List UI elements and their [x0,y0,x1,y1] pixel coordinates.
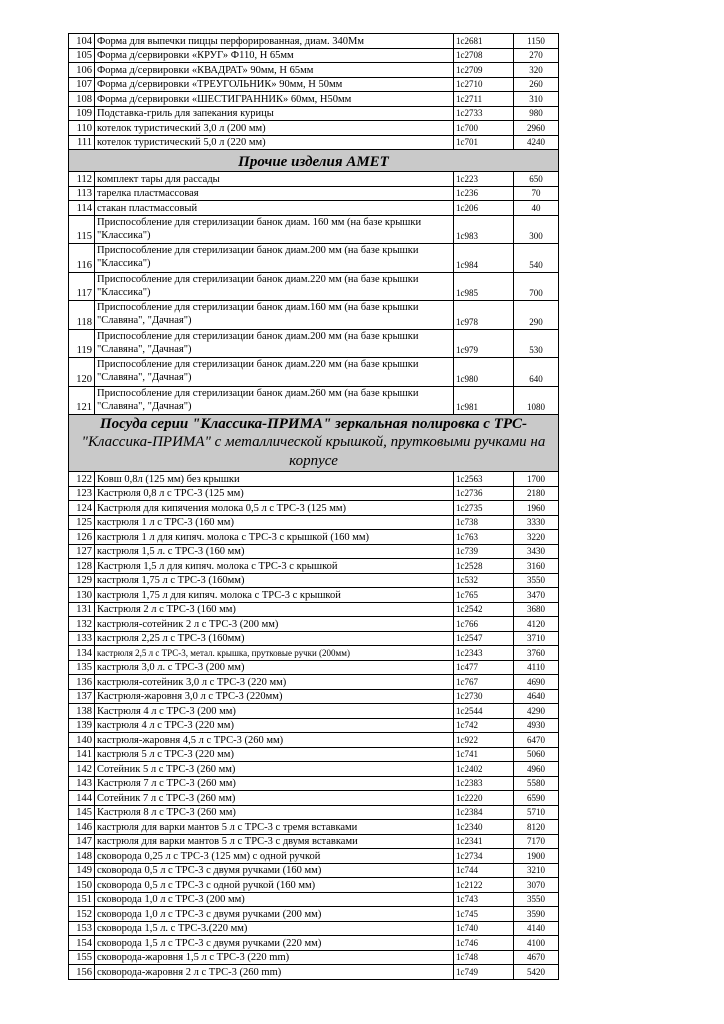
item-code: 1с978 [454,301,514,330]
item-name: Кастрюля 1,5 л для кипяч. молока с ТРС-3 с крышкой [95,559,454,574]
row-number: 127 [69,544,95,559]
row-number: 109 [69,106,95,121]
table-row [69,863,559,878]
item-price: 4100 [514,936,559,951]
row-number: 124 [69,501,95,516]
item-price: 4140 [514,921,559,936]
item-price: 3710 [514,631,559,646]
item-code: 1с236 [454,186,514,201]
item-name: котелок туристический 3,0 л (200 мм) [95,121,454,136]
item-name: Кастрюля для кипячения молока 0,5 л с ТРС-3 (125 мм) [95,501,454,516]
item-code: 1с2563 [454,472,514,487]
item-name: Приспособление для стерилизации банок диам.160 мм (на базе крышки "Славяна", "Дачная") [95,301,454,330]
table-row [69,762,559,777]
row-number: 147 [69,834,95,849]
section-header-group-2 [69,415,559,472]
row-number: 141 [69,747,95,762]
row-number: 130 [69,588,95,603]
item-name: кастрюля 2,25 л с ТРС-3 (160мм) [95,631,454,646]
table-row [69,776,559,791]
price-table [68,33,559,980]
item-name: кастрюля 5 л с ТРС-3 (220 мм) [95,747,454,762]
item-code: 1с2341 [454,834,514,849]
item-price: 3550 [514,892,559,907]
row-number: 118 [69,301,95,330]
item-name: Форма д/сервировки «ШЕСТИГРАННИК» 60мм, Н50мм [95,92,454,107]
item-name: кастрюля 4 л с ТРС-3 (220 мм) [95,718,454,733]
item-name: кастрюля 1 л с ТРС-3 (160 мм) [95,515,454,530]
item-code: 1с767 [454,675,514,690]
row-number: 122 [69,472,95,487]
item-code: 1с2710 [454,77,514,92]
item-name: комплект тары для рассады [95,172,454,187]
item-price: 1080 [514,386,559,415]
table-row [69,272,559,301]
item-price: 5580 [514,776,559,791]
row-number: 125 [69,515,95,530]
item-name: Приспособление для стерилизации банок диам.200 мм (на базе крышки "Классика") [95,244,454,273]
item-price: 3430 [514,544,559,559]
table-row [69,704,559,719]
item-name: кастрюля-сотейник 2 л с ТРС-3 (200 мм) [95,617,454,632]
row-number: 154 [69,936,95,951]
item-code: 1с2730 [454,689,514,704]
item-name: кастрюля 1,75 л для кипяч. молока с ТРС-3 с крышкой [95,588,454,603]
item-name: Приспособление для стерилизации банок диам.220 мм (на базе крышки "Славяна", "Дачная") [95,358,454,387]
item-price: 3070 [514,878,559,893]
item-price: 270 [514,48,559,63]
item-price: 310 [514,92,559,107]
item-code: 1с2402 [454,762,514,777]
row-number: 136 [69,675,95,690]
table-row [69,515,559,530]
row-number: 129 [69,573,95,588]
table-row [69,602,559,617]
item-name: стакан пластмассовый [95,201,454,216]
item-code: 1с743 [454,892,514,907]
item-price: 8120 [514,820,559,835]
item-code: 1с749 [454,965,514,980]
item-name: Форма д/сервировки «КРУГ» Ф110, Н 65мм [95,48,454,63]
item-code: 1с2736 [454,486,514,501]
table-row [69,965,559,980]
table-row [69,805,559,820]
row-number: 111 [69,135,95,150]
table-row [69,486,559,501]
row-number: 113 [69,186,95,201]
row-number: 128 [69,559,95,574]
item-price: 3550 [514,573,559,588]
row-number: 132 [69,617,95,632]
section-title-line-1: Посуда серии "Классика-ПРИМА" зеркальная полировка с ТРС- [99,416,528,432]
item-code: 1с2340 [454,820,514,835]
item-name: Приспособление для стерилизации банок диам.260 мм (на базе крышки "Славяна", "Дачная") [95,386,454,415]
item-price: 650 [514,172,559,187]
table-row [69,34,559,49]
table-row [69,617,559,632]
item-code: 1с206 [454,201,514,216]
item-code: 1с979 [454,329,514,358]
table-row [69,631,559,646]
item-name: Кастрюля 7 л с ТРС-3 (260 мм) [95,776,454,791]
item-price: 4120 [514,617,559,632]
item-code: 1с2734 [454,849,514,864]
table-row [69,660,559,675]
item-price: 7170 [514,834,559,849]
table-row [69,675,559,690]
row-number: 134 [69,646,95,661]
row-number: 112 [69,172,95,187]
item-code: 1с984 [454,244,514,273]
table-row [69,689,559,704]
row-number: 150 [69,878,95,893]
item-name: Форма д/сервировки «КВАДРАТ» 90мм, Н 65мм [95,63,454,78]
item-code: 1с922 [454,733,514,748]
row-number: 145 [69,805,95,820]
row-number: 133 [69,631,95,646]
row-number: 144 [69,791,95,806]
table-row [69,878,559,893]
item-code: 1с741 [454,747,514,762]
item-name: сковорода 0,25 л с ТРС-3 (125 мм) с одной ручкой [95,849,454,864]
rows-group-d [69,472,559,980]
item-code: 1с2544 [454,704,514,719]
item-name: сковорода-жаровня 2 л с ТРС-3 (260 mm) [95,965,454,980]
item-price: 3160 [514,559,559,574]
item-price: 320 [514,63,559,78]
item-price: 530 [514,329,559,358]
item-name: сковорода 0,5 л с ТРС-3 с одной ручкой (160 мм) [95,878,454,893]
section-header-klassika-prima [69,415,559,472]
table-row [69,849,559,864]
table-row [69,950,559,965]
item-code: 1с748 [454,950,514,965]
item-code: 1с2343 [454,646,514,661]
row-number: 106 [69,63,95,78]
item-name: Форма д/сервировки «ТРЕУГОЛЬНИК» 90мм, Н 50мм [95,77,454,92]
item-name: Форма для выпечки пиццы перфорированная, диам. 340Мм [95,34,454,49]
item-code: 1с2547 [454,631,514,646]
row-number: 138 [69,704,95,719]
row-number: 149 [69,863,95,878]
item-price: 5420 [514,965,559,980]
item-name: сковорода 1,0 л с ТРС-3 (200 мм) [95,892,454,907]
table-row [69,135,559,150]
item-code: 1с2384 [454,805,514,820]
item-price: 5710 [514,805,559,820]
table-row [69,907,559,922]
item-name: Сотейник 7 л с ТРС-3 (260 мм) [95,791,454,806]
item-price: 980 [514,106,559,121]
table-row [69,892,559,907]
item-price: 40 [514,201,559,216]
item-price: 70 [514,186,559,201]
item-code: 1с2735 [454,501,514,516]
table-row [69,172,559,187]
item-name: кастрюля-жаровня 4,5 л с ТРС-3 (260 мм) [95,733,454,748]
item-price: 3330 [514,515,559,530]
table-row [69,106,559,121]
item-name: Подставка-гриль для запекания курицы [95,106,454,121]
price-list-sheet [68,33,558,980]
table-row [69,646,559,661]
item-code: 1с745 [454,907,514,922]
item-price: 4640 [514,689,559,704]
table-row [69,501,559,516]
item-name: Приспособление для стерилизации банок диам. 160 мм (на базе крышки "Классика") [95,215,454,244]
item-code: 1с765 [454,588,514,603]
item-code: 1с700 [454,121,514,136]
table-row [69,820,559,835]
item-price: 260 [514,77,559,92]
item-name: Приспособление для стерилизации банок диам.220 мм (на базе крышки "Классика") [95,272,454,301]
item-code: 1с2122 [454,878,514,893]
item-price: 4930 [514,718,559,733]
item-name: Кастрюля-жаровня 3,0 л с ТРС-3 (220мм) [95,689,454,704]
row-number: 140 [69,733,95,748]
item-price: 700 [514,272,559,301]
item-name: кастрюля 3,0 л. с ТРС-3 (200 мм) [95,660,454,675]
item-code: 1с740 [454,921,514,936]
item-code: 1с983 [454,215,514,244]
item-price: 4690 [514,675,559,690]
item-code: 1с2681 [454,34,514,49]
item-name: Кастрюля 2 л с ТРС-3 (160 мм) [95,602,454,617]
table-row [69,186,559,201]
item-price: 1150 [514,34,559,49]
section-header-amet [69,150,559,172]
rows-group-a [69,34,559,150]
row-number: 131 [69,602,95,617]
row-number: 152 [69,907,95,922]
item-code: 1с738 [454,515,514,530]
table-row [69,92,559,107]
table-row [69,244,559,273]
item-code: 1с2383 [454,776,514,791]
item-name: сковорода 1,5 л. с ТРС-3.(220 мм) [95,921,454,936]
section-title: Прочие изделия АМЕТ [69,150,559,172]
table-row [69,472,559,487]
table-row [69,747,559,762]
row-number: 108 [69,92,95,107]
item-price: 4960 [514,762,559,777]
table-row [69,573,559,588]
item-name: Кастрюля 8 л с ТРС-3 (260 мм) [95,805,454,820]
item-code: 1с980 [454,358,514,387]
row-number: 156 [69,965,95,980]
item-code: 1с763 [454,530,514,545]
table-row [69,834,559,849]
row-number: 120 [69,358,95,387]
item-name: сковорода 0,5 л с ТРС-3 с двумя ручками (160 мм) [95,863,454,878]
item-name: кастрюля для варки мантов 5 л с ТРС-3 с двумя вставками [95,834,454,849]
table-row [69,63,559,78]
item-price: 1900 [514,849,559,864]
row-number: 105 [69,48,95,63]
row-number: 117 [69,272,95,301]
item-price: 640 [514,358,559,387]
item-price: 1960 [514,501,559,516]
section-header-group [69,150,559,172]
item-name: Кастрюля 0,8 л с ТРС-3 (125 мм) [95,486,454,501]
item-code: 1с223 [454,172,514,187]
table-row [69,215,559,244]
item-code: 1с739 [454,544,514,559]
row-number: 143 [69,776,95,791]
row-number: 148 [69,849,95,864]
item-code: 1с532 [454,573,514,588]
table-row [69,936,559,951]
item-code: 1с2528 [454,559,514,574]
row-number: 151 [69,892,95,907]
row-number: 110 [69,121,95,136]
table-row [69,77,559,92]
rows-group-c [69,215,559,415]
table-row [69,733,559,748]
table-row [69,544,559,559]
table-row [69,301,559,330]
table-row [69,530,559,545]
item-name: кастрюля-сотейник 3,0 л с ТРС-3 (220 мм) [95,675,454,690]
item-code: 1с746 [454,936,514,951]
item-price: 6590 [514,791,559,806]
item-code: 1с742 [454,718,514,733]
table-row [69,358,559,387]
item-name: сковорода 1,0 л с ТРС-3 с двумя ручками (200 мм) [95,907,454,922]
item-name: кастрюля 1,5 л. с ТРС-3 (160 мм) [95,544,454,559]
item-name: Приспособление для стерилизации банок диам.200 мм (на базе крышки "Славяна", "Дачная") [95,329,454,358]
row-number: 119 [69,329,95,358]
item-price: 1700 [514,472,559,487]
item-price: 4240 [514,135,559,150]
item-name: Ковш 0,8л (125 мм) без крышки [95,472,454,487]
item-price: 300 [514,215,559,244]
item-price: 290 [514,301,559,330]
item-price: 4290 [514,704,559,719]
item-name: тарелка пластмассовая [95,186,454,201]
item-price: 3210 [514,863,559,878]
table-row [69,386,559,415]
row-number: 107 [69,77,95,92]
item-price: 6470 [514,733,559,748]
rows-group-b [69,172,559,216]
item-name: кастрюля для варки мантов 5 л с ТРС-3 с тремя вставками [95,820,454,835]
item-code: 1с2711 [454,92,514,107]
item-price: 2180 [514,486,559,501]
item-price: 5060 [514,747,559,762]
table-row [69,48,559,63]
item-price: 3680 [514,602,559,617]
row-number: 146 [69,820,95,835]
row-number: 126 [69,530,95,545]
row-number: 155 [69,950,95,965]
row-number: 121 [69,386,95,415]
item-code: 1с744 [454,863,514,878]
row-number: 135 [69,660,95,675]
item-code: 1с2220 [454,791,514,806]
row-number: 137 [69,689,95,704]
item-name: кастрюля 2,5 л с ТРС-3, метал. крышка, прутковые ручки (200мм) [95,646,454,661]
item-name: кастрюля 1,75 л с ТРС-3 (160мм) [95,573,454,588]
row-number: 104 [69,34,95,49]
table-row [69,201,559,216]
row-number: 115 [69,215,95,244]
item-code: 1с985 [454,272,514,301]
item-code: 1с2733 [454,106,514,121]
row-number: 123 [69,486,95,501]
row-number: 153 [69,921,95,936]
table-row [69,559,559,574]
item-name: сковорода-жаровня 1,5 л с ТРС-3 (220 mm) [95,950,454,965]
row-number: 116 [69,244,95,273]
item-name: Кастрюля 4 л с ТРС-3 (200 мм) [95,704,454,719]
item-code: 1с766 [454,617,514,632]
item-price: 3470 [514,588,559,603]
item-code: 1с2709 [454,63,514,78]
section-title-2 [69,415,559,472]
table-row [69,329,559,358]
item-code: 1с2708 [454,48,514,63]
item-price: 2960 [514,121,559,136]
row-number: 114 [69,201,95,216]
item-code: 1с981 [454,386,514,415]
item-name: Сотейник 5 л с ТРС-3 (260 мм) [95,762,454,777]
table-row [69,121,559,136]
item-price: 3760 [514,646,559,661]
item-price: 3220 [514,530,559,545]
row-number: 139 [69,718,95,733]
item-code: 1с701 [454,135,514,150]
row-number: 142 [69,762,95,777]
table-row [69,921,559,936]
item-code: 1с477 [454,660,514,675]
table-row [69,791,559,806]
item-code: 1с2542 [454,602,514,617]
table-row [69,588,559,603]
item-price: 4670 [514,950,559,965]
item-name: сковорода 1,5 л с ТРС-3 с двумя ручками (220 мм) [95,936,454,951]
item-price: 540 [514,244,559,273]
item-price: 3590 [514,907,559,922]
table-row [69,718,559,733]
item-name: кастрюля 1 л для кипяч. молока с ТРС-3 с крышкой (160 мм) [95,530,454,545]
item-name: котелок туристический 5,0 л (220 мм) [95,135,454,150]
item-price: 4110 [514,660,559,675]
section-title-line-2: "Классика-ПРИМА" с металлической крышкой, прутковыми ручками на корпусе [81,434,546,469]
